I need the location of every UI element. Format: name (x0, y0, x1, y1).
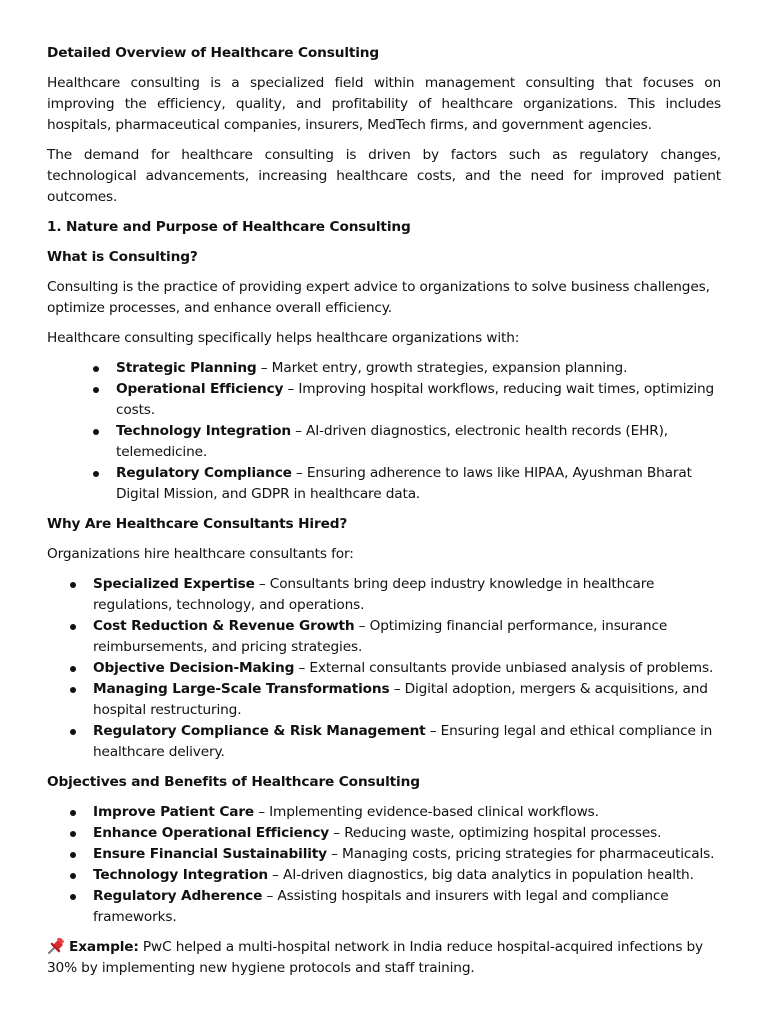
list-item (47, 823, 721, 844)
list-item-desc: – Digital adoption, mergers & acquisitions, and hospital restructuring. (93, 681, 708, 718)
list-item-desc: – Improving hospital workflows, reducing wait times, optimizing costs. (116, 381, 715, 418)
list-item-desc: – Market entry, growth strategies, expansion planning. (256, 360, 628, 376)
list-item-desc: – Optimizing financial performance, insurance reimbursements, and pricing strategies. (93, 618, 668, 655)
section-heading: Objectives and Benefits of Healthcare Consulting (47, 774, 420, 790)
example-paragraph (47, 937, 721, 979)
list-item (47, 802, 721, 823)
list-item-desc: – AI-driven diagnostics, electronic health records (EHR), telemedicine. (116, 423, 669, 460)
list-item-term: Managing Large-Scale Transformations (93, 681, 390, 697)
list-item (47, 886, 721, 928)
list-item-term: Technology Integration (93, 867, 268, 883)
list-item-desc: – Managing costs, pricing strategies for pharmaceuticals. (326, 846, 715, 862)
example-text: PwC helped a multi-hospital network in India reduce hospital-acquired infections by 30% by implementing new hygiene protocols and staff training. (47, 939, 704, 976)
list-item-desc: – Ensuring adherence to laws like HIPAA, Ayushman Bharat Digital Mission, and GDPR in healthcare data. (116, 465, 692, 502)
list-item-desc: – Consultants bring deep industry knowledge in healthcare regulations, technology, and operations. (93, 576, 655, 613)
section-heading: 1. Nature and Purpose of Healthcare Consulting (47, 219, 411, 235)
list-item-term: Enhance Operational Efficiency (93, 825, 330, 841)
list-item (47, 574, 721, 616)
list-item-term: Ensure Financial Sustainability (93, 846, 327, 862)
list-item (47, 679, 721, 721)
list-item-desc: – Reducing waste, optimizing hospital processes. (329, 825, 662, 841)
list-item-term: Improve Patient Care (93, 804, 255, 820)
paragraph: Organizations hire healthcare consultants for: (47, 546, 354, 562)
list-item-desc: – Ensuring legal and ethical compliance in healthcare delivery. (93, 723, 713, 760)
list-item (47, 658, 721, 679)
list-item-term: Specialized Expertise (93, 576, 255, 592)
list-item (47, 844, 721, 865)
list-item-term: Cost Reduction & Revenue Growth (93, 618, 355, 634)
list-item (47, 463, 721, 505)
document-title: Detailed Overview of Healthcare Consulting (47, 45, 380, 61)
list-item (47, 421, 721, 463)
list-item (47, 616, 721, 658)
list-item (47, 865, 721, 886)
pushpin-icon (47, 938, 65, 954)
subsection-heading: What is Consulting? (47, 249, 198, 265)
list-item-term: Regulatory Compliance & Risk Management (93, 723, 426, 739)
paragraph: Consulting is the practice of providing expert advice to organizations to solve business challenges, optimize processes, and enhance overall efficiency. (47, 279, 710, 316)
list-item-desc: – Assisting hospitals and insurers with legal and compliance frameworks. (93, 888, 669, 925)
list-item-term: Technology Integration (116, 423, 291, 439)
list-item-term: Objective Decision-Making (93, 660, 295, 676)
list-item-term: Strategic Planning (116, 360, 257, 376)
list-item-desc: – Implementing evidence-based clinical workflows. (254, 804, 599, 820)
services-list (47, 358, 721, 505)
list-item (47, 358, 721, 379)
list-item-desc: – External consultants provide unbiased analysis of problems. (294, 660, 714, 676)
section-heading: Why Are Healthcare Consultants Hired? (47, 516, 348, 532)
list-item (47, 721, 721, 763)
paragraph: Healthcare consulting specifically helps healthcare organizations with: (47, 330, 520, 346)
list-item-term: Regulatory Adherence (93, 888, 263, 904)
intro-paragraph: Healthcare consulting is a specialized field within management consulting that focuses on improving the efficiency, quality, and profitability of healthcare organizations. This includes hospitals, pharmaceutical companies, insurers, MedTech firms, and government agencies. (47, 75, 721, 133)
list-item (47, 379, 721, 421)
list-item-term: Regulatory Compliance (116, 465, 292, 481)
intro-paragraph: The demand for healthcare consulting is driven by factors such as regulatory changes, technological advancements, increasing healthcare costs, and the need for improved patient outcomes. (47, 147, 721, 205)
objectives-list (47, 802, 721, 928)
list-item-term: Operational Efficiency (116, 381, 284, 397)
reasons-list (47, 574, 721, 763)
list-item-desc: – AI-driven diagnostics, big data analytics in population health. (267, 867, 694, 883)
example-label: Example: (69, 939, 139, 955)
